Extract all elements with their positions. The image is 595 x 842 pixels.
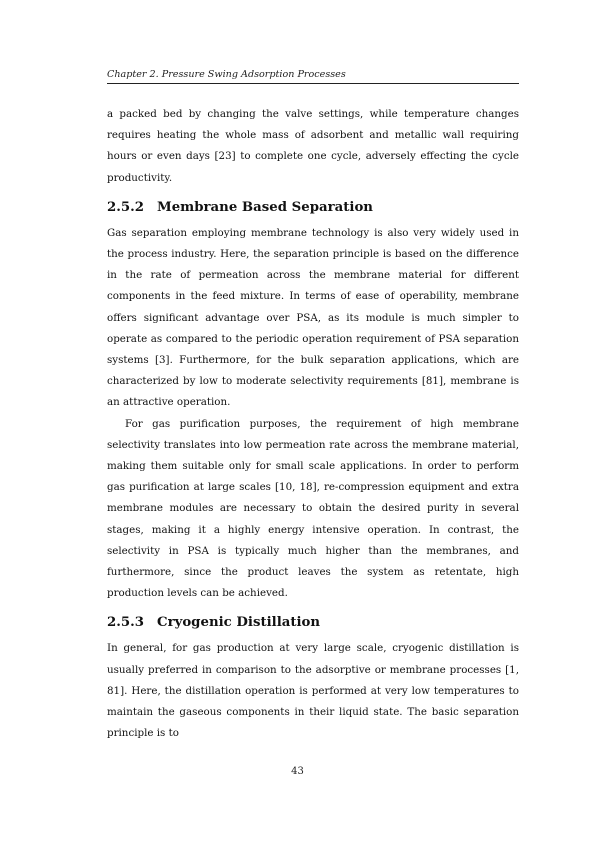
membrane-paragraph-2: For gas purification purposes, the requirement of high membrane selectivity translates into low permeation rate across the membrane material, making them suitable only for small scale applications. In order to perform gas purification at large scales [10, 18], re-compression equipment and extra membrane modules are necessary to obtain the desired purity in several stages, making it a highly energy intensive operation. In contrast, the selectivity in PSA is typically much higher than the membranes, and furthermore, since the product leaves the system as retentate, high production levels can be achieved.	[107, 417, 519, 600]
running-header: Chapter 2. Pressure Swing Adsorption Processes	[107, 69, 346, 80]
page-body	[107, 104, 519, 744]
section-title: Cryogenic Distillation	[157, 615, 321, 631]
section-heading-2-5-2	[107, 199, 519, 217]
membrane-paragraph-1: Gas separation employing membrane technology is also very widely used in the process industry. Here, the separation principle is based on the difference in the rate of permeation across the membrane material for different components in the feed mixture. In terms of ease of operability, membrane offers significant advantage over PSA, as its module is much simpler to operate as compared to the periodic operation requirement of PSA separation systems [3]. Furthermore, for the bulk separation applications, which are characterized by low to moderate selectivity requirements [81], membrane is an attractive operation.	[107, 226, 519, 409]
section-number: 2.5.2	[107, 199, 145, 215]
cryogenic-paragraph-1: In general, for gas production at very large scale, cryogenic distillation is usually preferred in comparison to the adsorptive or membrane processes [1, 81]. Here, the distillation operation is performed at very low temperatures to maintain the gaseous components in their liquid state. The basic separation principle is to	[107, 642, 519, 740]
section-heading-2-5-3	[107, 614, 519, 632]
section-title: Membrane Based Separation	[157, 199, 373, 215]
page-number: 43	[291, 766, 304, 777]
section-number: 2.5.3	[107, 615, 145, 631]
header-rule	[107, 83, 519, 84]
intro-paragraph: a packed bed by changing the valve settings, while temperature changes requires heating the whole mass of adsorbent and metallic wall requiring hours or even days [23] to complete one cycle, adversely effecting the cycle productivity.	[107, 108, 519, 184]
